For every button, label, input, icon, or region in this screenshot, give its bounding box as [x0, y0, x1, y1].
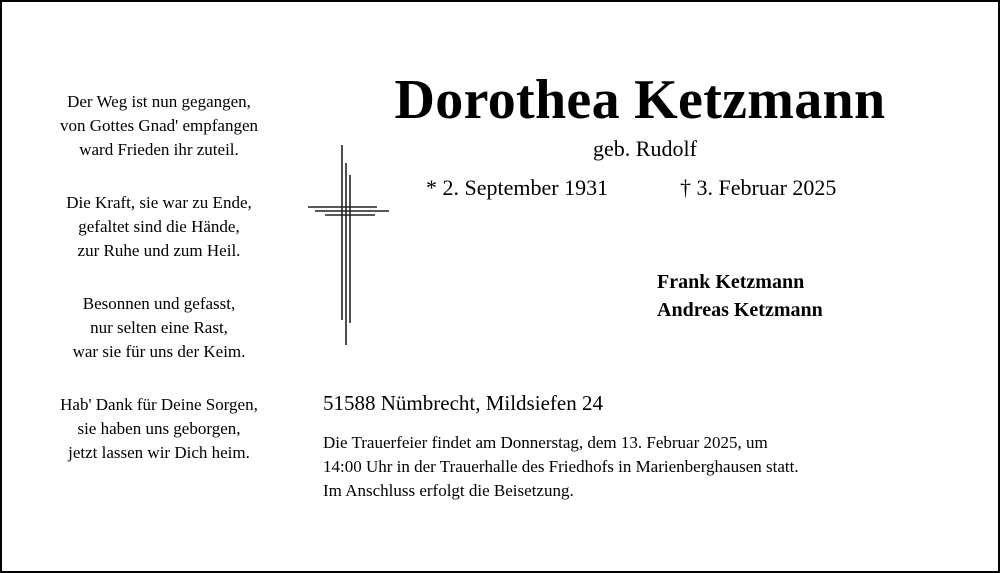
poem-stanza [28, 191, 290, 263]
mourner-name: Andreas Ketzmann [657, 299, 823, 321]
poem-line: Hab' Dank für Deine Sorgen, [60, 395, 258, 414]
memorial-poem [28, 90, 290, 494]
poem-line: zur Ruhe und zum Heil. [77, 241, 241, 260]
poem-line: gefaltet sind die Hände, [78, 217, 240, 236]
notice-line: Im Anschluss erfolgt die Beisetzung. [323, 481, 574, 500]
mourner-name: Frank Ketzmann [657, 271, 805, 293]
poem-line: war sie für uns der Keim. [72, 342, 246, 361]
mourners-list [657, 268, 823, 324]
notice-line: 14:00 Uhr in der Trauerhalle des Friedhofs in Marienberghausen statt. [323, 457, 799, 476]
poem-line: nur selten eine Rast, [90, 318, 228, 337]
address: 51588 Nümbrecht, Mildsiefen 24 [323, 391, 603, 415]
poem-line: von Gottes Gnad' empfangen [59, 116, 259, 135]
poem-line: jetzt lassen wir Dich heim. [68, 443, 250, 462]
poem-line: sie haben uns geborgen, [77, 419, 241, 438]
notice-line: Die Trauerfeier findet am Donnerstag, dem 13. Februar 2025, um [323, 433, 768, 452]
poem-line: Die Kraft, sie war zu Ende, [66, 193, 252, 212]
poem-stanza [28, 393, 290, 465]
poem-stanza [28, 292, 290, 364]
death-date: † 3. Februar 2025 [680, 175, 837, 200]
poem-stanza [28, 90, 290, 162]
maiden-name: geb. Rudolf [593, 136, 697, 161]
poem-line: Der Weg ist nun gegangen, [67, 92, 251, 111]
poem-line: Besonnen und gefasst, [82, 294, 236, 313]
deceased-name: Dorothea Ketzmann [394, 69, 886, 131]
birth-date: * 2. September 1931 [426, 175, 609, 200]
poem-line: ward Frieden ihr zuteil. [79, 140, 239, 159]
funeral-notice [323, 431, 799, 503]
cross-icon [305, 145, 395, 350]
